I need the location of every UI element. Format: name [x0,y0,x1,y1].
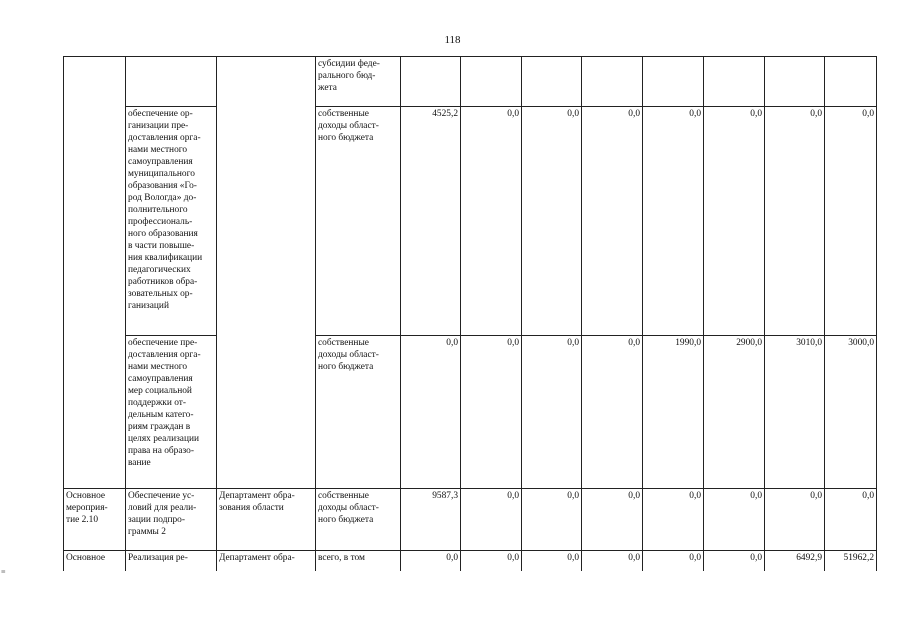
value-cell: 1990,0 [643,336,704,489]
table-row [64,489,877,551]
value-cell: 0,0 [522,489,582,551]
scan-mark: ≡ [1,567,6,576]
value-cell: 6492,9 [765,551,825,572]
value-cell: 2900,0 [704,336,765,489]
value-cell: 0,0 [461,489,522,551]
budget-table [63,56,877,571]
value-cell: 0,0 [461,551,522,572]
table-row [64,57,877,107]
value-cell: 0,0 [643,107,704,336]
value-cell: 0,0 [582,489,643,551]
table-row [64,336,877,489]
executor-cell [217,57,316,489]
measure-cell: обеспечение пре- доставления орга- нами местного самоуправления мер социальной поддержки от- дельным катего- риям граждан в целях реализации права на образо- вание [126,336,217,489]
value-cell: 3010,0 [765,336,825,489]
value-cell: 0,0 [401,336,461,489]
value-cell: 0,0 [765,489,825,551]
table-row [64,551,877,572]
value-cell: 51962,2 [825,551,877,572]
value-cell [461,57,522,107]
value-cell: 0,0 [643,551,704,572]
value-cell: 9587,3 [401,489,461,551]
activity-cell: Основное мероприя- тие 2.10 [64,489,126,551]
value-cell [582,57,643,107]
value-cell: 0,0 [522,336,582,489]
table-row [64,107,877,336]
funding-source-cell: всего, в том [316,551,401,572]
measure-cell: обеспечение ор- ганизации пре- доставления орга- нами местного самоуправления муниципального образования «Го- род Вологда» до- полнительного профессиональ- ного образования в части повыше- ния квалификации педагогических работников обра- зовательных ор- ганизаций [126,107,217,336]
funding-source-cell: субсидии феде- рального бюд- жета [316,57,401,107]
value-cell: 0,0 [461,336,522,489]
value-cell: 0,0 [825,489,877,551]
executor-cell: Департамент обра- [217,551,316,572]
funding-source-cell: собственные доходы област- ного бюджета [316,489,401,551]
value-cell: 0,0 [643,489,704,551]
value-cell: 0,0 [704,107,765,336]
measure-cell: Реализация ре- [126,551,217,572]
value-cell [643,57,704,107]
funding-source-cell: собственные доходы област- ного бюджета [316,107,401,336]
executor-cell: Департамент обра- зования области [217,489,316,551]
row-group-cell [64,57,126,489]
value-cell: 0,0 [461,107,522,336]
value-cell: 0,0 [704,551,765,572]
value-cell [765,57,825,107]
value-cell: 0,0 [582,336,643,489]
activity-cell: Основное [64,551,126,572]
value-cell: 0,0 [401,551,461,572]
value-cell: 0,0 [582,107,643,336]
measure-cell [126,57,217,107]
page-number: 118 [444,34,461,46]
measure-cell: Обеспечение ус- ловий для реали- зации подпро- граммы 2 [126,489,217,551]
value-cell: 3000,0 [825,336,877,489]
value-cell [522,57,582,107]
value-cell: 0,0 [765,107,825,336]
value-cell: 4525,2 [401,107,461,336]
value-cell: 0,0 [704,489,765,551]
value-cell: 0,0 [825,107,877,336]
value-cell [704,57,765,107]
value-cell: 0,0 [522,551,582,572]
value-cell [401,57,461,107]
value-cell: 0,0 [522,107,582,336]
value-cell [825,57,877,107]
funding-source-cell: собственные доходы област- ного бюджета [316,336,401,489]
value-cell: 0,0 [582,551,643,572]
